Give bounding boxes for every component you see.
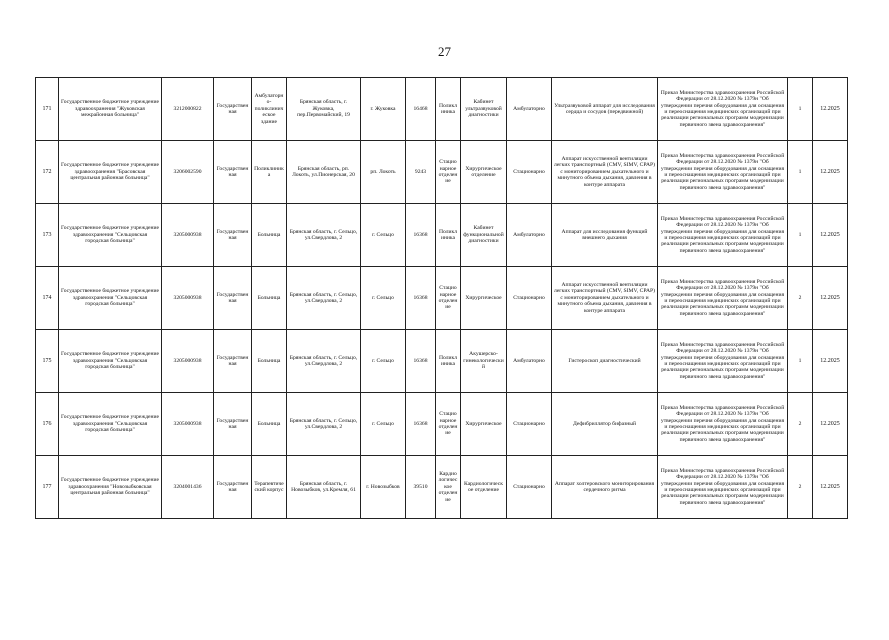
building-cell: Амбулаторно-поликлиническое здание — [252, 78, 287, 141]
facility-cell: Стационарное отделение — [436, 393, 461, 456]
quantity-cell: 2 — [788, 393, 813, 456]
equipment-cell: Аппарат искусственной вентиляции легких транспортный (CMV, SIMV, CPAP) с мониторированием дыхательного и минутного объема дыхания, давления в контуре аппарата — [552, 141, 658, 204]
row-number-cell: 173 — [36, 204, 59, 267]
care-condition-cell: Стационарно — [507, 456, 552, 519]
locality-cell: г. Сельцо — [361, 393, 406, 456]
department-cell: Кабинет ультразвуковой диагностики — [461, 78, 507, 141]
address-cell: Брянская область, г. Сельцо, ул.Свердлова, 2 — [287, 204, 361, 267]
locality-cell: г. Сельцо — [361, 267, 406, 330]
inn-code-cell: 3204001436 — [162, 456, 214, 519]
row-number-cell: 174 — [36, 267, 59, 330]
inn-code-cell: 3205000938 — [162, 393, 214, 456]
row-number-cell: 175 — [36, 330, 59, 393]
table-row — [36, 204, 848, 267]
care-condition-cell: Стационарно — [507, 141, 552, 204]
inn-code-cell: 3205000938 — [162, 330, 214, 393]
organization-cell: Государственное бюджетное учреждение здравоохранения "Сельцовская городская больница" — [59, 267, 162, 330]
department-cell: Хирургическое — [461, 393, 507, 456]
department-cell: Кабинет функциональной диагностики — [461, 204, 507, 267]
legal-basis-cell: Приказ Министерства здравоохранения Российской Федерации от 28.12.2020 № 1379н "Об утверждении перечня оборудования для оснащения и переоснащения медицинских организаций при реализации региональных программ модернизации первичного звена здравоохранения" — [658, 330, 788, 393]
quantity-cell: 1 — [788, 78, 813, 141]
oktmo-cell: 9243 — [406, 141, 436, 204]
facility-cell: Поликлиника — [436, 204, 461, 267]
organization-cell: Государственное бюджетное учреждение здравоохранения "Сельцовская городская больница" — [59, 204, 162, 267]
row-number-cell: 176 — [36, 393, 59, 456]
facility-cell: Поликлиника — [436, 78, 461, 141]
deadline-cell: 12.2025 — [813, 267, 848, 330]
facility-cell: Стационарное отделение — [436, 267, 461, 330]
building-cell: Больница — [252, 204, 287, 267]
organization-cell: Государственное бюджетное учреждение здравоохранения "Брасовская центральная районная больница" — [59, 141, 162, 204]
inn-code-cell: 3206002590 — [162, 141, 214, 204]
address-cell: Брянская область, рп. Локоть, ул.Пионерская, 20 — [287, 141, 361, 204]
legal-basis-cell: Приказ Министерства здравоохранения Российской Федерации от 28.12.2020 № 1379н "Об утверждении перечня оборудования для оснащения и переоснащения медицинских организаций при реализации региональных программ модернизации первичного звена здравоохранения" — [658, 393, 788, 456]
legal-basis-cell: Приказ Министерства здравоохранения Российской Федерации от 28.12.2020 № 1379н "Об утверждении перечня оборудования для оснащения и переоснащения медицинских организаций при реализации региональных программ модернизации первичного звена здравоохранения" — [658, 204, 788, 267]
ownership-cell: Государственная — [214, 267, 252, 330]
care-condition-cell: Стационарно — [507, 393, 552, 456]
locality-cell: г. Новозыбков — [361, 456, 406, 519]
care-condition-cell: Амбулаторно — [507, 78, 552, 141]
deadline-cell: 12.2025 — [813, 393, 848, 456]
department-cell: Кардиологическое отделение — [461, 456, 507, 519]
organization-cell: Государственное бюджетное учреждение здравоохранения "Сельцовская городская больница" — [59, 330, 162, 393]
oktmo-cell: 16368 — [406, 204, 436, 267]
row-number-cell: 172 — [36, 141, 59, 204]
care-condition-cell: Амбулаторно — [507, 330, 552, 393]
facility-cell: Стационарное отделение — [436, 141, 461, 204]
address-cell: Брянская область, г. Сельцо, ул.Свердлова, 2 — [287, 267, 361, 330]
quantity-cell: 1 — [788, 204, 813, 267]
inn-code-cell: 3212000822 — [162, 78, 214, 141]
care-condition-cell: Амбулаторно — [507, 204, 552, 267]
legal-basis-cell: Приказ Министерства здравоохранения Российской Федерации от 28.12.2020 № 1379н "Об утверждении перечня оборудования для оснащения и переоснащения медицинских организаций при реализации региональных программ модернизации первичного звена здравоохранения" — [658, 456, 788, 519]
building-cell: Больница — [252, 330, 287, 393]
building-cell: Больница — [252, 393, 287, 456]
table-row — [36, 78, 848, 141]
table-row — [36, 267, 848, 330]
address-cell: Брянская область, г. Сельцо, ул.Свердлова, 2 — [287, 393, 361, 456]
equipment-cell: Аппарат для исследования функций внешнего дыхания — [552, 204, 658, 267]
oktmo-cell: 16368 — [406, 330, 436, 393]
locality-cell: г. Жуковка — [361, 78, 406, 141]
quantity-cell: 2 — [788, 456, 813, 519]
locality-cell: г. Сельцо — [361, 204, 406, 267]
table-body — [36, 78, 848, 519]
equipment-cell: Гистероскоп диагностический — [552, 330, 658, 393]
locality-cell: рп. Локоть — [361, 141, 406, 204]
legal-basis-cell: Приказ Министерства здравоохранения Российской Федерации от 28.12.2020 № 1379н "Об утверждении перечня оборудования для оснащения и переоснащения медицинских организаций при реализации региональных программ модернизации первичного звена здравоохранения" — [658, 267, 788, 330]
table-row — [36, 393, 848, 456]
quantity-cell: 2 — [788, 267, 813, 330]
address-cell: Брянская область, г. Жуковка, пер.Первомайский, 19 — [287, 78, 361, 141]
equipment-cell: Аппарат холтеровского мониторирования сердечного ритма — [552, 456, 658, 519]
table-row — [36, 141, 848, 204]
deadline-cell: 12.2025 — [813, 204, 848, 267]
oktmo-cell: 16368 — [406, 267, 436, 330]
facility-cell: Кардиологическое отделение — [436, 456, 461, 519]
quantity-cell: 1 — [788, 330, 813, 393]
table-row — [36, 330, 848, 393]
locality-cell: г. Сельцо — [361, 330, 406, 393]
ownership-cell: Государственная — [214, 141, 252, 204]
inn-code-cell: 3205000938 — [162, 204, 214, 267]
address-cell: Брянская область, г. Новозыбков, ул.Кремля, 61 — [287, 456, 361, 519]
building-cell: Терапевтический корпус — [252, 456, 287, 519]
department-cell: Хирургическое отделение — [461, 141, 507, 204]
organization-cell: Государственное бюджетное учреждение здравоохранения "Жуковская межрайонная больница" — [59, 78, 162, 141]
legal-basis-cell: Приказ Министерства здравоохранения Российской Федерации от 28.12.2020 № 1379н "Об утверждении перечня оборудования для оснащения и переоснащения медицинских организаций при реализации региональных программ модернизации первичного звена здравоохранения" — [658, 78, 788, 141]
deadline-cell: 12.2025 — [813, 78, 848, 141]
department-cell: Хирургическое — [461, 267, 507, 330]
ownership-cell: Государственная — [214, 204, 252, 267]
facility-cell: Поликлиника — [436, 330, 461, 393]
deadline-cell: 12.2025 — [813, 330, 848, 393]
building-cell: Больница — [252, 267, 287, 330]
quantity-cell: 1 — [788, 141, 813, 204]
oktmo-cell: 16468 — [406, 78, 436, 141]
equipment-cell: Ультразвуковой аппарат для исследования сердца и сосудов (передвижной) — [552, 78, 658, 141]
equipment-cell: Дефибриллятор бифазный — [552, 393, 658, 456]
ownership-cell: Государственная — [214, 393, 252, 456]
building-cell: Поликлиника — [252, 141, 287, 204]
ownership-cell: Государственная — [214, 78, 252, 141]
department-cell: Акушерско-гинекологический — [461, 330, 507, 393]
deadline-cell: 12.2025 — [813, 456, 848, 519]
organization-cell: Государственное бюджетное учреждение здравоохранения "Сельцовская городская больница" — [59, 393, 162, 456]
ownership-cell: Государственная — [214, 330, 252, 393]
care-condition-cell: Стационарно — [507, 267, 552, 330]
row-number-cell: 177 — [36, 456, 59, 519]
oktmo-cell: 16368 — [406, 393, 436, 456]
row-number-cell: 171 — [36, 78, 59, 141]
page-number: 27 — [438, 44, 451, 59]
deadline-cell: 12.2025 — [813, 141, 848, 204]
table-row — [36, 456, 848, 519]
equipment-table — [35, 77, 848, 519]
ownership-cell: Государственная — [214, 456, 252, 519]
oktmo-cell: 39510 — [406, 456, 436, 519]
inn-code-cell: 3205000938 — [162, 267, 214, 330]
address-cell: Брянская область, г. Сельцо, ул.Свердлова, 2 — [287, 330, 361, 393]
equipment-cell: Аппарат искусственной вентиляции легких транспортный (CMV, SIMV, CPAP) с мониторированием дыхательного и минутного объема дыхания, давления в контуре аппарата — [552, 267, 658, 330]
organization-cell: Государственное бюджетное учреждение здравоохранения "Новозыбковская центральная районная больница" — [59, 456, 162, 519]
legal-basis-cell: Приказ Министерства здравоохранения Российской Федерации от 28.12.2020 № 1379н "Об утверждении перечня оборудования для оснащения и переоснащения медицинских организаций при реализации региональных программ модернизации первичного звена здравоохранения" — [658, 141, 788, 204]
